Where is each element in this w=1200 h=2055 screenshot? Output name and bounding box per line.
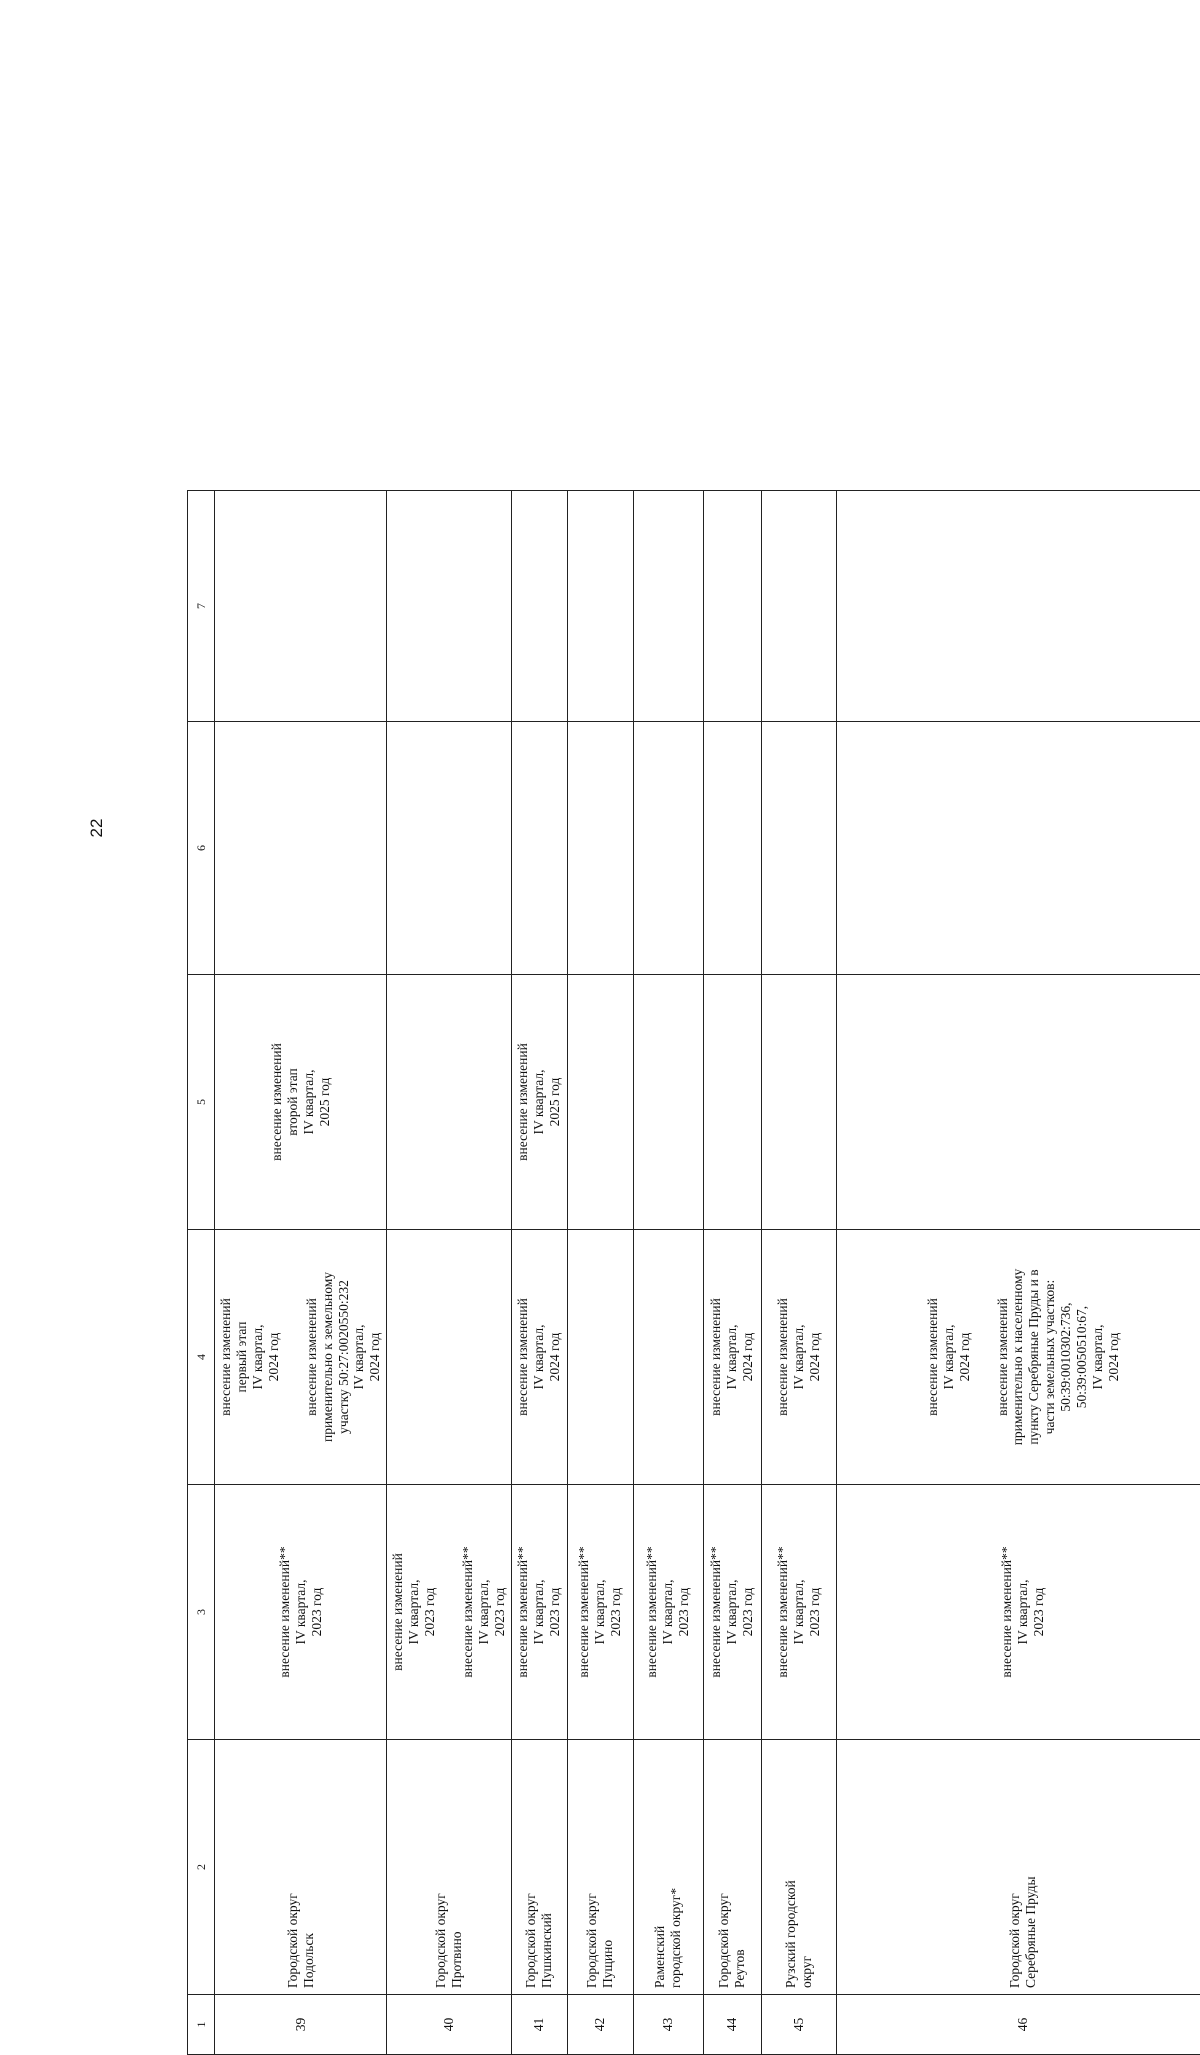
schedule-text-line: внесение изменений**: [277, 1491, 293, 1733]
schedule-text-line: IV квартал,: [476, 1491, 492, 1733]
schedule-text-line: внесение изменений**: [460, 1491, 476, 1733]
col5-cell: [387, 975, 512, 1230]
col6-cell: [633, 722, 703, 975]
schedule-text-line: 50:39:0010302:736,: [1058, 1236, 1074, 1478]
col7-cell: [703, 491, 761, 722]
column-header: 1: [188, 1995, 215, 2055]
row-number-cell: 44: [703, 1995, 761, 2055]
col6-cell: [215, 722, 387, 975]
col4-cell: [511, 1230, 567, 1485]
district-name-line: Серебряные Пруды: [1023, 1746, 1039, 1988]
row-number-cell: 43: [633, 1995, 703, 2055]
district-name-line: Протвино: [449, 1746, 465, 1988]
schedule-text-line: внесение изменений: [218, 1236, 234, 1478]
district-cell: [387, 1740, 512, 1995]
column-header: 5: [188, 975, 215, 1230]
schedule-text-line: второй этап: [285, 981, 301, 1223]
schedule-text-line: 2025 год: [317, 981, 333, 1223]
district-name-line: Городской округ: [584, 1746, 600, 1988]
schedule-text-line: первый этап: [234, 1236, 250, 1478]
col5-cell: [761, 975, 836, 1230]
col7-cell: [387, 491, 512, 722]
col4-cell: [387, 1230, 512, 1485]
table-row: [511, 491, 567, 2055]
district-cell: [761, 1740, 836, 1995]
district-cell: [633, 1740, 703, 1995]
schedule-text-line: части земельных участков:: [1042, 1236, 1058, 1478]
table-row: [387, 491, 512, 2055]
schedule-table: [187, 490, 1200, 2055]
page-number: 22: [87, 813, 107, 843]
col4-cell: [761, 1230, 836, 1485]
schedule-text-line: внесение изменений**: [644, 1491, 660, 1733]
district-name-line: Городской округ: [716, 1746, 732, 1988]
schedule-text-line: участку 50:27:0020550:232: [336, 1236, 352, 1478]
table-row: [836, 491, 1200, 2055]
schedule-text-line: внесение изменений: [995, 1236, 1011, 1478]
schedule-text-line: IV квартал,: [941, 1236, 957, 1478]
schedule-text-line: IV квартал,: [293, 1491, 309, 1733]
schedule-text-line: 2024 год: [266, 1236, 282, 1478]
district-name-line: Городской округ: [285, 1746, 301, 1988]
col7-cell: [215, 491, 387, 722]
col6-cell: [761, 722, 836, 975]
schedule-text-line: внесение изменений**: [708, 1491, 724, 1733]
schedule-text-line: 2023 год: [740, 1491, 756, 1733]
schedule-text-line: IV квартал,: [250, 1236, 266, 1478]
schedule-text-line: 2023 год: [807, 1491, 823, 1733]
schedule-text-line: IV квартал,: [351, 1236, 367, 1478]
schedule-text-line: внесение изменений: [269, 981, 285, 1223]
schedule-text-line: 2023 год: [309, 1491, 325, 1733]
schedule-text-line: 2023 год: [676, 1491, 692, 1733]
district-name-line: Городской округ: [523, 1746, 539, 1988]
schedule-text-line: внесение изменений: [708, 1236, 724, 1478]
col3-cell: [761, 1485, 836, 1740]
col7-cell: [836, 491, 1200, 722]
col6-cell: [836, 722, 1200, 975]
col3-cell: [567, 1485, 633, 1740]
schedule-text-line: IV квартал,: [660, 1491, 676, 1733]
schedule-text-line: 2023 год: [608, 1491, 624, 1733]
schedule-text-line: 2023 год: [547, 1491, 563, 1733]
district-name-line: городской округ*: [668, 1746, 684, 1988]
col7-cell: [761, 491, 836, 722]
schedule-text-line: 2024 год: [740, 1236, 756, 1478]
col5-cell: [567, 975, 633, 1230]
schedule-text-line: внесение изменений: [775, 1236, 791, 1478]
table-row: [703, 491, 761, 2055]
district-name-line: Подольск: [301, 1746, 317, 1988]
schedule-text-line: внесение изменений: [925, 1236, 941, 1478]
row-number-cell: 39: [215, 1995, 387, 2055]
schedule-text-line: внесение изменений**: [515, 1491, 531, 1733]
schedule-text-line: внесение изменений: [304, 1236, 320, 1478]
schedule-text-line: 2025 год: [547, 981, 563, 1223]
district-cell: [836, 1740, 1200, 1995]
district-name-line: Рузский городской: [783, 1746, 799, 1988]
schedule-text-line: 2024 год: [957, 1236, 973, 1478]
schedule-text-line: IV квартал,: [531, 1491, 547, 1733]
district-cell: [703, 1740, 761, 1995]
column-header: 7: [188, 491, 215, 722]
schedule-text-line: внесение изменений**: [576, 1491, 592, 1733]
district-name-line: Раменский: [652, 1746, 668, 1988]
schedule-text-line: 2024 год: [807, 1236, 823, 1478]
column-header: 2: [188, 1740, 215, 1995]
col4-cell: [633, 1230, 703, 1485]
district-name-line: Пущино: [600, 1746, 616, 1988]
schedule-text-line: 2023 год: [1031, 1491, 1047, 1733]
col7-cell: [511, 491, 567, 722]
col3-cell: [215, 1485, 387, 1740]
table-row: [215, 491, 387, 2055]
schedule-text-line: 50:39:0050510:67,: [1074, 1236, 1090, 1478]
block-spacer: [282, 1236, 304, 1478]
schedule-text-line: внесение изменений**: [999, 1491, 1015, 1733]
col5-cell: [633, 975, 703, 1230]
column-header: 6: [188, 722, 215, 975]
schedule-text-line: 2024 год: [1106, 1236, 1122, 1478]
district-name-line: Реутов: [732, 1746, 748, 1988]
schedule-text-line: пункту Серебряные Пруды и в: [1026, 1236, 1042, 1478]
schedule-text-line: IV квартал,: [531, 1236, 547, 1478]
table-body: [215, 491, 1200, 2055]
col5-cell: [215, 975, 387, 1230]
col7-cell: [567, 491, 633, 722]
schedule-text-line: 2024 год: [547, 1236, 563, 1478]
col5-cell: [511, 975, 567, 1230]
schedule-text-line: IV квартал,: [301, 981, 317, 1223]
district-name-line: округ: [799, 1746, 815, 1988]
col5-cell: [703, 975, 761, 1230]
schedule-text-line: IV квартал,: [791, 1236, 807, 1478]
schedule-text-line: IV квартал,: [724, 1491, 740, 1733]
schedule-text-line: 2023 год: [422, 1491, 438, 1733]
block-spacer: [973, 1236, 995, 1478]
schedule-text-line: IV квартал,: [592, 1491, 608, 1733]
schedule-text-line: применительно к земельному: [320, 1236, 336, 1478]
district-name-line: Городской округ: [1007, 1746, 1023, 1988]
column-header: 4: [188, 1230, 215, 1485]
district-name-line: Городской округ: [433, 1746, 449, 1988]
row-number-cell: 41: [511, 1995, 567, 2055]
col6-cell: [703, 722, 761, 975]
schedule-text-line: IV квартал,: [1090, 1236, 1106, 1478]
schedule-text-line: применительно к населенному: [1010, 1236, 1026, 1478]
row-number-cell: 42: [567, 1995, 633, 2055]
schedule-text-line: 2024 год: [367, 1236, 383, 1478]
row-number-cell: 46: [836, 1995, 1200, 2055]
col6-cell: [567, 722, 633, 975]
schedule-text-line: IV квартал,: [791, 1491, 807, 1733]
district-cell: [567, 1740, 633, 1995]
schedule-text-line: внесение изменений: [515, 1236, 531, 1478]
column-header: 3: [188, 1485, 215, 1740]
col3-cell: [836, 1485, 1200, 1740]
col4-cell: [703, 1230, 761, 1485]
col4-cell: [567, 1230, 633, 1485]
schedule-text-line: 2023 год: [492, 1491, 508, 1733]
column-number-row: [188, 491, 215, 2055]
row-number-cell: 40: [387, 1995, 512, 2055]
table-row: [633, 491, 703, 2055]
district-cell: [511, 1740, 567, 1995]
col3-cell: [703, 1485, 761, 1740]
schedule-text-line: IV квартал,: [1015, 1491, 1031, 1733]
schedule-text-line: внесение изменений: [515, 981, 531, 1223]
schedule-text-line: IV квартал,: [724, 1236, 740, 1478]
col3-cell: [511, 1485, 567, 1740]
col6-cell: [511, 722, 567, 975]
col6-cell: [387, 722, 512, 975]
col5-cell: [836, 975, 1200, 1230]
col3-cell: [633, 1485, 703, 1740]
col4-cell: [836, 1230, 1200, 1485]
schedule-text-line: IV квартал,: [406, 1491, 422, 1733]
schedule-text-line: IV квартал,: [531, 981, 547, 1223]
col7-cell: [633, 491, 703, 722]
district-name-line: Пушкинский: [539, 1746, 555, 1988]
schedule-text-line: внесение изменений: [390, 1491, 406, 1733]
col4-cell: [215, 1230, 387, 1485]
rotated-table-frame: [187, 491, 1200, 2055]
table-row: [761, 491, 836, 2055]
col3-cell: [387, 1485, 512, 1740]
row-number-cell: 45: [761, 1995, 836, 2055]
table-row: [567, 491, 633, 2055]
district-cell: [215, 1740, 387, 1995]
schedule-text-line: внесение изменений**: [775, 1491, 791, 1733]
